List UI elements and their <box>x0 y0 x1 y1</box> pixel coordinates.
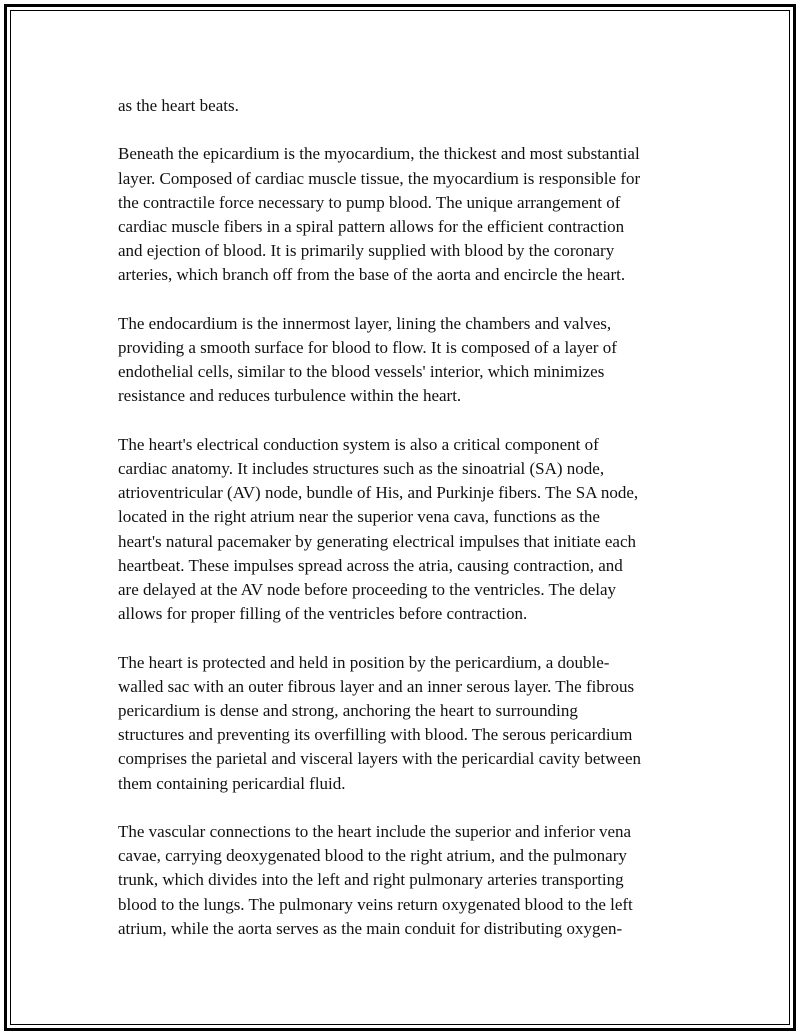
paragraph-1 <box>118 94 692 118</box>
paragraph-5 <box>118 651 692 796</box>
text-line: them containing pericardial fluid. <box>118 773 346 793</box>
text-line: resistance and reduces turbulence within the heart. <box>118 386 462 406</box>
text-line: the contractile force necessary to pump blood. The unique arrangement of <box>118 192 621 212</box>
text-line: arteries, which branch off from the base of the aorta and encircle the heart. <box>118 265 626 285</box>
text-line: comprises the parietal and visceral layers with the pericardial cavity between <box>118 749 641 769</box>
paragraph-6 <box>118 820 692 941</box>
text-line: atrium, while the aorta serves as the main conduit for distributing oxygen- <box>118 918 623 938</box>
text-line: The vascular connections to the heart include the superior and inferior vena <box>118 822 632 842</box>
paragraph-2 <box>118 142 692 287</box>
text-line: endothelial cells, similar to the blood vessels' interior, which minimizes <box>118 362 605 382</box>
text-line: heart's natural pacemaker by generating electrical impulses that initiate each <box>118 531 637 551</box>
text-line: The endocardium is the innermost layer, lining the chambers and valves, <box>118 313 612 333</box>
paragraph-4 <box>118 433 692 627</box>
text-line: blood to the lungs. The pulmonary veins return oxygenated blood to the left <box>118 894 633 914</box>
text-line: structures and preventing its overfilling with blood. The serous pericardium <box>118 725 633 745</box>
text-line: located in the right atrium near the superior vena cava, functions as the <box>118 507 600 527</box>
text-line: pericardium is dense and strong, anchoring the heart to surrounding <box>118 701 578 721</box>
text-line: walled sac with an outer fibrous layer and an inner serous layer. The fibrous <box>118 676 635 696</box>
text-line: The heart's electrical conduction system is also a critical component of <box>118 434 599 454</box>
text-line: cavae, carrying deoxygenated blood to the right atrium, and the pulmonary <box>118 846 627 866</box>
text-line: The heart is protected and held in position by the pericardium, a double- <box>118 652 610 672</box>
text-line: Beneath the epicardium is the myocardium, the thickest and most substantial <box>118 144 640 164</box>
text-line: providing a smooth surface for blood to flow. It is composed of a layer of <box>118 338 617 357</box>
document-body <box>118 94 692 965</box>
text-line: and ejection of blood. It is primarily supplied with blood by the coronary <box>118 241 615 261</box>
text-line: are delayed at the AV node before proceeding to the ventricles. The delay <box>118 580 617 600</box>
text-line: cardiac muscle fibers in a spiral pattern allows for the efficient contraction <box>118 217 625 236</box>
text-line: heartbeat. These impulses spread across the atria, causing contraction, and <box>118 555 623 575</box>
paragraph-3 <box>118 312 692 409</box>
text-line: cardiac anatomy. It includes structures such as the sinoatrial (SA) node, <box>118 459 605 478</box>
text-line: layer. Composed of cardiac muscle tissue, the myocardium is responsible for <box>118 168 641 188</box>
text-line: trunk, which divides into the left and right pulmonary arteries transporting <box>118 870 624 890</box>
text-line: atrioventricular (AV) node, bundle of His, and Purkinje fibers. The SA node, <box>118 483 639 503</box>
text-line: allows for proper filling of the ventricles before contraction. <box>118 604 528 624</box>
text-line: as the heart beats. <box>118 96 239 115</box>
